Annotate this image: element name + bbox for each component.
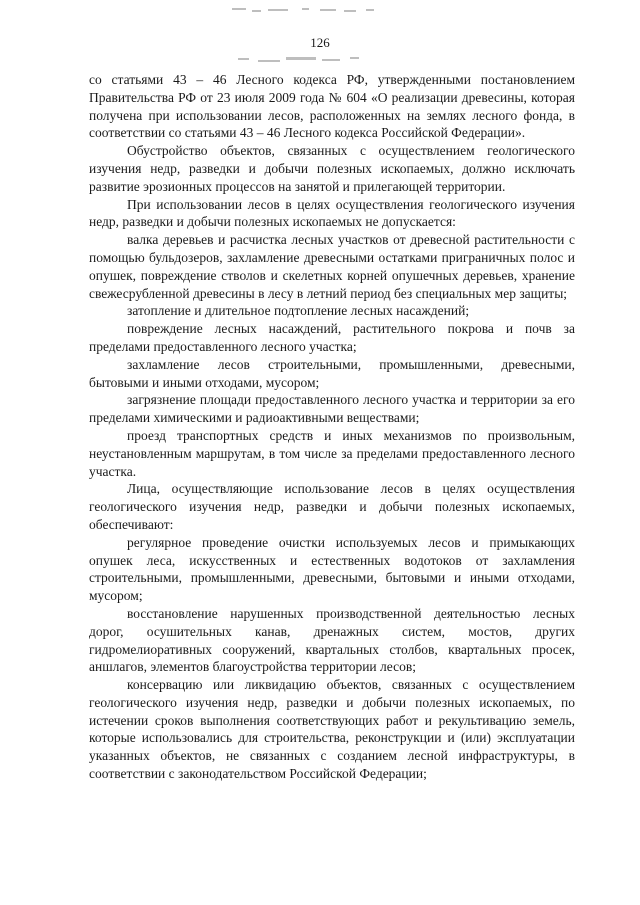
list-item: повреждение лесных насаждений, растительного покрова и почв за пределами предоставленного лесного участка; <box>89 321 575 354</box>
paragraph: со статьями 43 – 46 Лесного кодекса РФ, утвержденными постановлением Правительства РФ от 23 июля 2009 года № 604 «О реализации древесины, которая получена при использовании лесов, расположенных на землях лесного фонда, в соответствии со статьями 43 – 46 Лесного кодекса Российской Федерации». <box>89 72 575 141</box>
list-item: регулярное проведение очистки используемых лесов и примыкающих опушек леса, искусственных и естественных водотоков от захламления строительными, промышленными, древесными, бытовыми и иными отходами, мусором; <box>89 534 575 604</box>
document-body <box>89 71 575 783</box>
page-number: 126 <box>310 35 330 50</box>
list-item: восстановление нарушенных производственной деятельностью лесных дорог, осушительных канав, дренажных систем, мостов, других гидромелиоративных сооружений, квартальных столбов, квартальных просек, аншлагов, элементов благоустройства территории лесов; <box>89 605 575 675</box>
list-item: затопление и длительное подтопление лесных насаждений; <box>127 303 470 319</box>
list-item: загрязнение площади предоставленного лесного участка и территории за его пределами химическими и радиоактивными веществами; <box>89 392 575 426</box>
paragraph: Лица, осуществляющие использование лесов в целях осуществления геологического изучения недр, разведки и добычи полезных ископаемых, обеспечивают: <box>89 481 575 532</box>
list-item: захламление лесов строительными, промышленными, древесными, бытовыми и иными отходами, мусором; <box>89 356 575 390</box>
paragraph: При использовании лесов в целях осуществления геологического изучения недр, разведки и добычи полезных ископаемых не допускается: <box>89 196 575 230</box>
list-item: проезд транспортных средств и иных механизмов по произвольным, неустановленным маршрутам, в том числе за пределами предоставленного лесного участка. <box>89 427 575 479</box>
list-item: консервацию или ликвидацию объектов, связанных с осуществлением геологического изучения недр, разведки и добычи полезных ископаемых, по истечении сроков выполнения соответствующих работ и рекультивацию земель, которые использовались для строительства, реконструкции и (или) эксплуатации указанных объектов, не связанных с созданием лесной инфраструктуры, в соответствии с законодательством Российской Федерации; <box>89 677 575 782</box>
list-item: валка деревьев и расчистка лесных участков от древесной растительности с помощью бульдозеров, захламление древесными остатками приграничных полос и опушек, повреждение стволов и скелетных корней опушечных деревьев, хранение свежесрубленной древесины в лесу в летний период без специальных мер защиты; <box>89 232 575 301</box>
paragraph: Обустройство объектов, связанных с осуществлением геологического изучения недр, разведки и добычи полезных ископаемых, должно исключать развитие эрозионных процессов на занятой и прилегающей территории. <box>89 143 575 194</box>
